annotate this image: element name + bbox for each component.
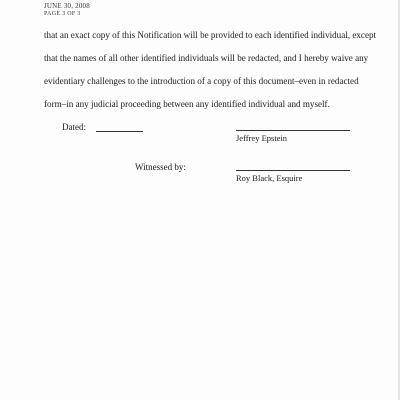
body-line: that an exact copy of this Notification will be provided to each identified individual, except (44, 30, 377, 40)
body-line: form–in any judicial proceeding between any identified individual and myself. (44, 99, 330, 109)
witness-name: Roy Black, Esquire (236, 173, 303, 183)
body-paragraph (44, 24, 377, 116)
body-line: evidentiary challenges to the introduction of a copy of this document–even in redacted (44, 76, 359, 86)
dated-label: Dated: (62, 122, 86, 132)
header-date: JUNE 30, 2008 (44, 2, 90, 10)
signature-line-witness (236, 170, 350, 171)
body-line: that the names of all other identified individuals will be redacted, and I hereby waive any (44, 53, 369, 63)
header-page-number: PAGE 3 OF 3 (44, 11, 81, 17)
signature-line-signer (236, 130, 350, 131)
witness-label: Witnessed by: (135, 162, 186, 172)
dated-blank-line (96, 131, 143, 132)
signer-name: Jeffrey Epstein (236, 133, 288, 143)
